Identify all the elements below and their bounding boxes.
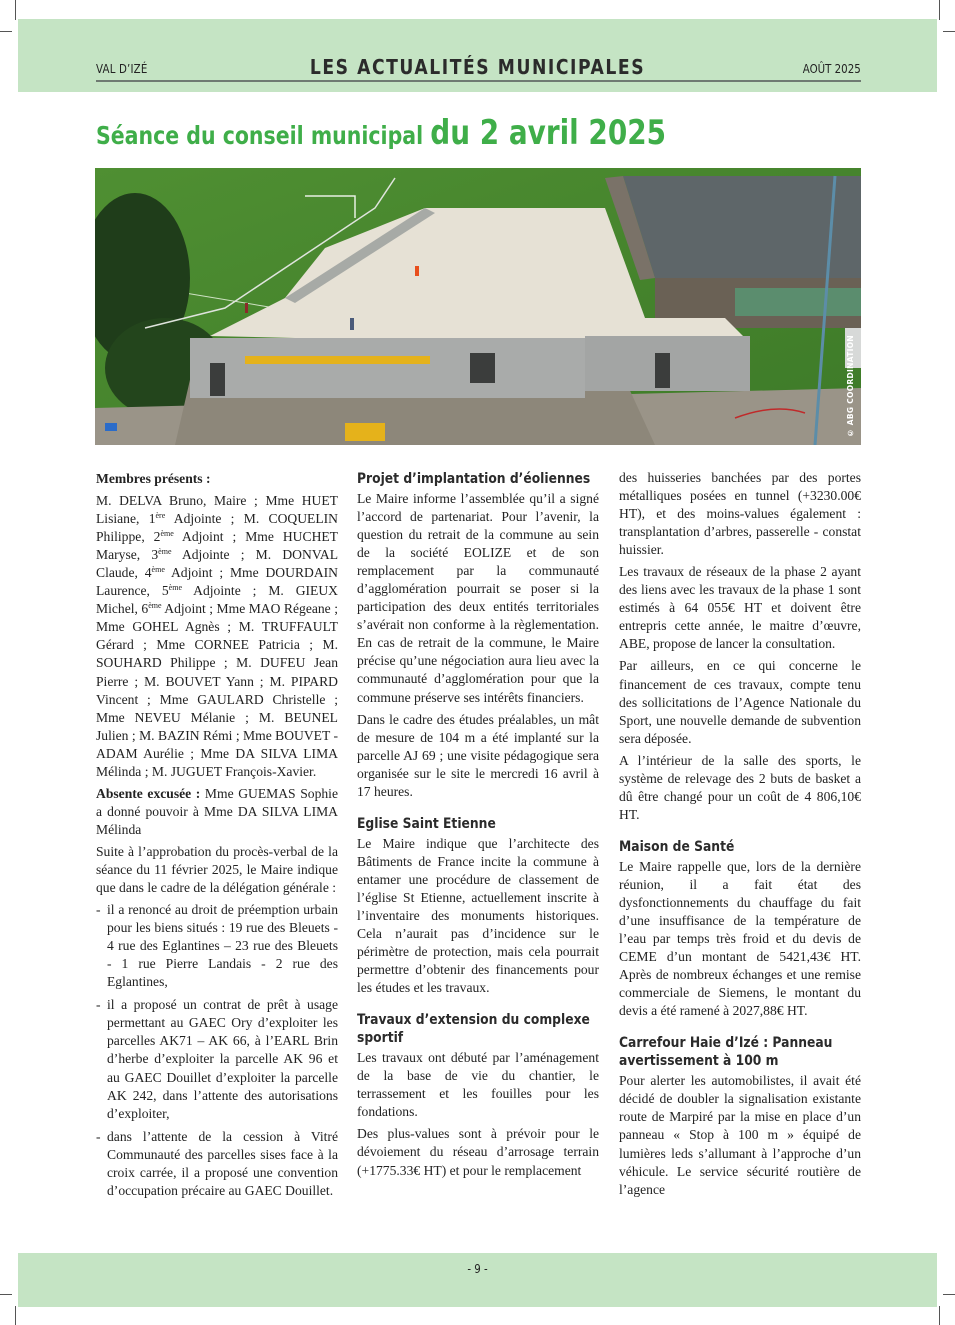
section-paragraph: Dans le cadre des études préalables, un mât de mesure de 104 m a été implanté sur la parcelle AJ 69 ; une visite pédagogique sera organisée sur le site le mercredi 16 avril à 17 heures. — [357, 711, 599, 799]
section-paragraph: Le Maire indique que l’architecte des Bâtiments de France incite la commune à entamer une procédure de classement de l’église St Etienne, actuellement inscrite à l’inventaire des monuments historiques. Cela n’aurait pas d’incidence sur le périmètre de protection, mais cela pourrait permettre d’obtenir des financements pour les études et les travaux. — [357, 835, 599, 996]
section-heading-carrefour: Carrefour Haie d’Izé : Panneau avertissement à 100 m — [619, 1035, 833, 1070]
column-right — [619, 469, 861, 1203]
continuation-paragraph: Par ailleurs, en ce qui concerne le financement de ces travaux, compte tenu des sollicitations de l’Agence Nationale du Sport, une nouvelle demande de subvention sera déposée. — [619, 658, 861, 746]
continuation-paragraph: des huisseries banchées par des portes métalliques posées en tunnel (+3230.00€ HT), et des moins-values également : transplantation d’arbres, passerelle - constat huissier. — [619, 470, 861, 558]
delegation-intro: Suite à l’approbation du procès-verbal de la séance du 11 février 2025, le Maire indique que dans le cadre de la délégation générale : — [96, 843, 338, 896]
crop-mark — [943, 1294, 955, 1295]
delegation-item — [96, 901, 338, 991]
crop-mark — [943, 31, 955, 32]
delegation-item-text: il a proposé un contrat de prêt à usage permettant au GAEC Ory d’exploiter les parcelles AK71 – AK 66, à l’EARL Brin d’herbe d’exploiter la parcelle AK 96 et au GAEC Douillet d’exploiter la parcelle AK 242, dans l’attente des autorisations d’exploiter, — [107, 997, 338, 1121]
page-title-part2: du 2 avril 2025 — [430, 113, 667, 153]
members-text: Adjoint ; Mme MAO Régeane ; Mme GOHEL Agnès ; M. TRUFFAULT Gérard ; Mme CORNEE Patricia ; M. SOUHARD Philippe ; M. DUFEU Jean Pierre ; M. BOUVET Yann ; M. PIPARD Vincent ; Mme GAULARD Christelle ; Mme NEVEU Mélanie ; M. BEUNEL Julien ; M. BAZIN Rémi ; Mme BOUVET - ADAM Aurélie ; Mme DA SILVA LIMA Mélinda ; M. JUGUET François-Xavier. — [96, 601, 338, 779]
delegation-item-text: dans l’attente de la cession à Vitré Communauté des parcelles sises face à la croix carrée, il a proposé une convention d’occupation précaire au GAEC Douillet. — [107, 1128, 338, 1198]
members-text: Adjoint ; Mme DOURDAIN Laurence, 5 — [96, 565, 338, 599]
section-heading-complexe-sportif: Travaux d’extension du complexe sportif — [357, 1012, 590, 1047]
crop-mark — [939, 1306, 940, 1325]
crop-mark — [15, 0, 16, 20]
crop-mark — [0, 31, 12, 32]
column-middle — [357, 470, 599, 1184]
photo-credit: © ABG COORDINATION — [846, 334, 855, 437]
ordinal-suffix: ème — [151, 565, 165, 575]
members-text: Adjoint ; Mme HUCHET Maryse, 3 — [96, 529, 338, 563]
dash-bullet: - — [96, 1128, 101, 1144]
section-heading-eglise: Eglise Saint Etienne — [357, 815, 496, 832]
delegation-item-text: il a renoncé au droit de préemption urbain pour les biens situés : 19 rue des Bleuets - 4 rue des Eglantines – 23 rue des Bleuets - 1 rue Pierre Landais - 2 rue des Eglantines, — [107, 902, 338, 990]
crop-mark — [0, 1294, 12, 1295]
ordinal-suffix: ème — [148, 601, 162, 611]
members-text: Adjointe ; M. COQUELIN Philippe, 2 — [96, 511, 338, 545]
ordinal-suffix: ème — [160, 529, 174, 539]
continuation-paragraph: A l’intérieur de la salle des sports, le système de relevage des 2 buts de basket a dû être changé pour un coût de 4 806,10€ HT. — [619, 752, 861, 822]
construction-photo-illustration — [95, 168, 861, 445]
header-town-name: VAL D’IZÉ — [96, 61, 148, 76]
ordinal-suffix: ème — [158, 547, 172, 557]
column-members — [96, 470, 338, 1205]
members-text: Adjointe ; M. GIEUX Michel, 6 — [96, 583, 338, 617]
delegation-item — [96, 996, 338, 1122]
crop-mark — [939, 0, 940, 20]
header-issue-date: AOÛT 2025 — [802, 61, 861, 76]
section-heading-maison-sante: Maison de Santé — [619, 838, 735, 855]
crop-mark — [15, 1306, 16, 1325]
absent-paragraph — [96, 785, 338, 839]
construction-photo — [95, 168, 861, 445]
absent-label: Absente excusée : — [96, 785, 201, 801]
continuation-paragraph: Les travaux de réseaux de la phase 2 ayant des liens avec les travaux de la phase 1 sont estimés à 64 055€ HT et doivent être entrepris cette année, le maitre d’œuvre, ABE, propose de lancer la consultation. — [619, 564, 861, 652]
members-heading: Membres présents : — [96, 471, 211, 486]
delegation-item — [96, 1128, 338, 1200]
dash-bullet: - — [96, 902, 101, 918]
ordinal-suffix: ème — [168, 583, 182, 593]
section-paragraph: Les travaux ont débuté par l’aménagement de la base de vie du chantier, le terrassement et les fouilles pour les fondations. — [357, 1050, 599, 1120]
members-text: M. DELVA Bruno, Maire ; Mme HUET Lisiane, 1 — [96, 493, 338, 527]
ordinal-suffix: ère — [155, 511, 166, 521]
section-paragraph: Des plus-values sont à prévoir pour le dévoiement du réseau d’arrosage terrain (+1775.33€ HT) et pour le remplacement — [357, 1126, 599, 1178]
page-title-part1: Séance du conseil municipal — [96, 121, 431, 150]
absent-text: Mme GUEMAS Sophie a donné pouvoir à Mme DA SILVA LIMA Mélinda — [96, 785, 338, 837]
page-title — [96, 113, 666, 153]
members-list — [96, 492, 338, 781]
section-paragraph: Le Maire rappelle que, lors de la dernière réunion, il a fait état des dysfonctionnements du chauffage du fait d’une insuffisance de la température de l’eau par temps très froid et du devis de CEME d’un montant de 5421,43€ HT. Après de nombreux échanges et une remise commerciale de Siemens, le montant du devis a été ramené à 2027,88€ HT. — [619, 858, 861, 1019]
header-publication-title: LES ACTUALITÉS MUNICIPALES — [309, 55, 646, 79]
dash-bullet: - — [96, 997, 101, 1013]
section-paragraph: Le Maire informe l’assemblée qu’il a signé l’accord de partenariat. Pour l’avenir, la question du retrait de la commune au sein de la société EOLIZE et de son remplacement par la communauté d’agglomération pourrait se poser si la participation des deux entités territoriales s’avérait non conforme à la règlementation. En cas de retrait de la commune, le Maire précise qu’une négociation aura lieu avec la communauté d’agglomération pour que la commune préserve ses intérêts financiers. — [357, 491, 599, 705]
header-divider — [96, 80, 861, 82]
members-text: Adjointe ; M. DONVAL Claude, 4 — [96, 547, 338, 581]
page-number: - 9 - — [467, 1262, 488, 1276]
section-heading-eoliennes: Projet d’implantation d’éoliennes — [357, 471, 591, 487]
section-paragraph: Pour alerter les automobilistes, il avait été décidé de doubler la signalisation existante route de Marpiré par la mise en place d’un panneau « Stop à 100 m » équipé de lumières leds s’allumant à l’approche d’un véhicule. Le service sécurité routière de l’agence — [619, 1073, 861, 1197]
